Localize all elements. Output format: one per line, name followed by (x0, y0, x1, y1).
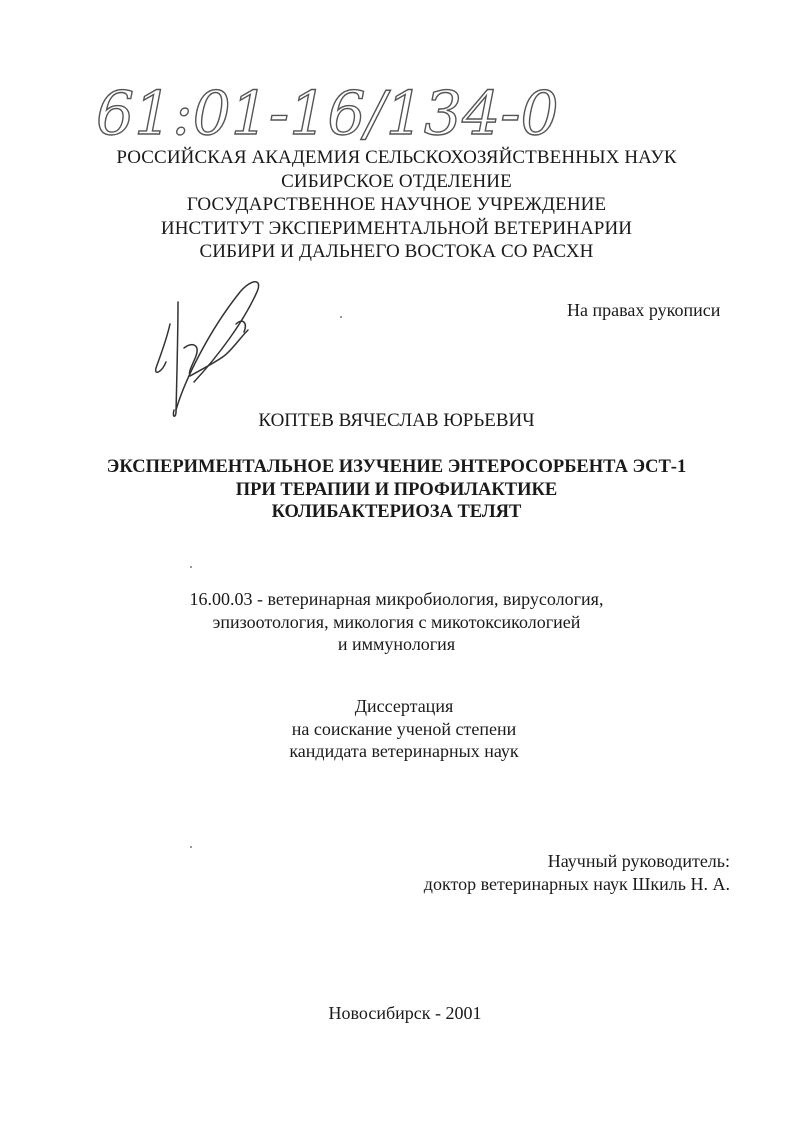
institution-line: СИБИРСКОЕ ОТДЕЛЕНИЕ (281, 170, 512, 192)
scan-speck (340, 316, 342, 318)
author-name: КОПТЕВ ВЯЧЕСЛАВ ЮРЬЕВИЧ (258, 410, 535, 431)
title-line: ЭКСПЕРИМЕНТАЛЬНОЕ ИЗУЧЕНИЕ ЭНТЕРОСОРБЕНТА ЭСТ-1 (106, 457, 687, 477)
specialty-line: 16.00.03 - ветеринарная микробиология, вирусология, (189, 589, 604, 609)
title-line: КОЛИБАКТЕРИОЗА ТЕЛЯТ (271, 502, 522, 522)
handwritten-archive-code (92, 72, 559, 152)
specialty-block (0, 588, 793, 656)
supervisor-block (424, 850, 730, 895)
city-year: Новосибирск - 2001 (328, 1003, 482, 1023)
institution-header (0, 146, 793, 264)
specialty-line: и иммунология (337, 634, 456, 654)
archive-code-text: 61:01-16/134-0 (96, 79, 559, 149)
institution-line: ИНСТИТУТ ЭКСПЕРИМЕНТАЛЬНОЙ ВЕТЕРИНАРИИ (160, 217, 633, 239)
title-line: ПРИ ТЕРАПИИ И ПРОФИЛАКТИКЕ (235, 479, 558, 500)
scan-speck (190, 846, 192, 848)
institution-line: РОССИЙСКАЯ АКАДЕМИЯ СЕЛЬСКОХОЗЯЙСТВЕННЫХ НАУК (116, 147, 677, 168)
scan-speck (190, 566, 192, 568)
degree-line: Диссертация (354, 696, 454, 716)
rights-note: На правах рукописи (567, 300, 721, 320)
supervisor-name: доктор ветеринарных наук Шкиль Н. А. (423, 873, 730, 894)
supervisor-label: Научный руководитель: (547, 851, 730, 871)
institution-line: ГОСУДАРСТВЕННОЕ НАУЧНОЕ УЧРЕЖДЕНИЕ (186, 194, 607, 215)
handwritten-signature (148, 272, 268, 422)
specialty-line: эпизоотология, микология с микотоксикологией (212, 611, 581, 632)
dissertation-title (0, 456, 793, 524)
degree-line: кандидата ветеринарных наук (289, 741, 519, 761)
degree-block (0, 695, 808, 763)
degree-line: на соискание ученой степени (291, 718, 517, 739)
institution-line: СИБИРИ И ДАЛЬНЕГО ВОСТОКА СО РАСХН (199, 241, 594, 262)
